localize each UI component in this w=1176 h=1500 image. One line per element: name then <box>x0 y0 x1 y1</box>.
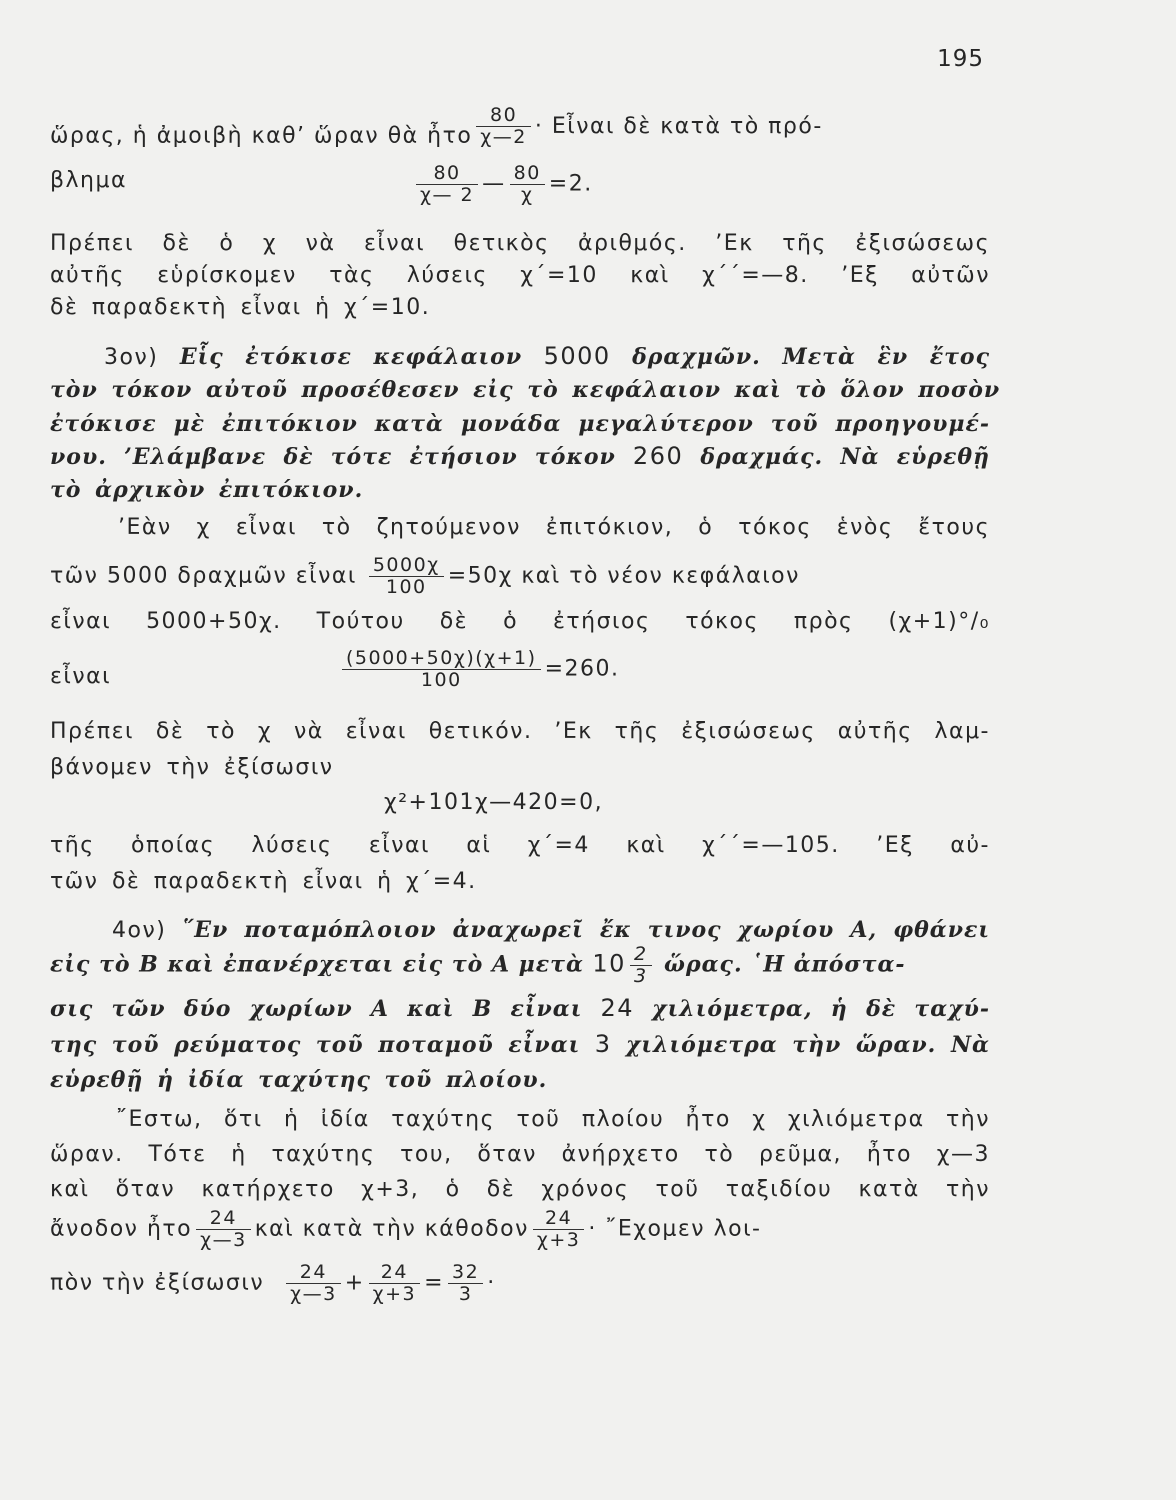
p5-text-4a: ἄνοδον ἦτο <box>50 1216 193 1242</box>
minus-sign: — <box>482 171 506 197</box>
p2-line-3: ἐτόκισε μὲ ἐπιτόκιον κατὰ μονάδα μεγαλύτερον τοῦ προηγουμέ- <box>50 411 990 437</box>
p3-line-1: ’Εὰν χ εἶναι τὸ ζητούμενον ἐπιτόκιον, ὁ τόκος ἑνὸς ἔτους <box>118 515 990 540</box>
numerator: 2 <box>630 944 652 966</box>
p5-text-4b: καὶ κατὰ τὴν κάθοδον <box>254 1216 529 1242</box>
problem-number-3: 3ον) <box>104 345 159 370</box>
page-number: 195 <box>937 46 984 72</box>
p3-equation-260 <box>338 648 619 691</box>
numerator: 80 <box>510 163 545 185</box>
p5-line-2: ὥραν. Τότε ἡ ταχύτης του, ὅταν ἀνήρχετο τὸ ρεῦμα, ἦτο χ—3 <box>50 1142 990 1167</box>
p4-bold-3a: σις τῶν δύο χωρίων Α καὶ Β εἶναι <box>50 996 583 1022</box>
p1-text-1b: · Εἶναι δὲ κατὰ τὸ πρό- <box>534 113 823 139</box>
fraction-24-over-x-plus-3 <box>533 1208 584 1251</box>
p4-distance-24: 24 <box>600 994 635 1022</box>
p2-amount-5000: 5000 <box>543 342 611 370</box>
denominator: χ+3 <box>536 1229 581 1251</box>
numerator: 24 <box>533 1208 584 1230</box>
fraction-24-over-x-minus-3 <box>196 1208 251 1251</box>
denominator: 3 <box>633 965 648 987</box>
denominator: χ+3 <box>372 1283 417 1305</box>
trailing-dot: · <box>487 1270 496 1296</box>
fraction-80-over-x <box>510 163 545 206</box>
p1-line-2 <box>50 168 127 193</box>
equals-2: =2. <box>548 171 593 197</box>
numerator: (5000+50χ)(χ+1) <box>342 648 541 670</box>
p1-text-2a: βλημα <box>50 168 128 193</box>
p1-line-1 <box>50 104 823 158</box>
denominator: χ—3 <box>200 1229 247 1251</box>
p5-text-5a: πὸν τὴν ἐξίσωσιν <box>50 1270 265 1296</box>
p5-line-1: ῎Εστω, ὅτι ἡ ἰδία ταχύτης τοῦ πλοίου ἦτο χ χιλιόμετρα τὴν <box>116 1107 990 1132</box>
denominator: χ—2 <box>480 126 527 148</box>
p3-quadratic-equation: χ²+101χ—420=0, <box>384 790 604 815</box>
fraction-24-over-x-plus-3-eq <box>369 1262 420 1305</box>
p5-text-4c: · ῎Εχομεν λοι- <box>588 1216 762 1242</box>
p3-line-5: Πρέπει δὲ τὸ χ νὰ εἶναι θετικόν. ’Εκ τῆς ἐξισώσεως αὐτῆς λαμ- <box>50 719 990 744</box>
fraction-24-over-x-minus-3-eq <box>286 1262 341 1305</box>
fraction-product-over-100 <box>342 648 541 691</box>
p2-line-4 <box>50 440 990 474</box>
p3-line-7: τῆς ὁποίας λύσεις εἶναι αἱ χ΄=4 καὶ χ΄΄=—105. ’Εξ αὐ- <box>50 833 990 858</box>
numerator: 80 <box>476 105 531 127</box>
fraction-2-over-3 <box>630 944 652 987</box>
equals-sign: = <box>424 1270 445 1296</box>
p2-bold-4c: δραχμάς. Νὰ εὑρεθῇ <box>700 444 991 470</box>
denominator: 100 <box>420 669 462 691</box>
p5-line-4 <box>50 1208 761 1251</box>
numerator: 32 <box>448 1262 483 1284</box>
numerator: 80 <box>416 163 478 185</box>
p4-bold-1: ῞Εν ποταμόπλοιον ἀναχωρεῖ ἔκ τινος χωρίου Α, φθάνει <box>182 917 990 943</box>
p2-amount-260: 260 <box>632 442 684 470</box>
p2-bold-4a: νου. ’Ελάμβανε δὲ τότε ἐτήσιον τόκον <box>50 444 616 470</box>
p3-line-8: τῶν δὲ παραδεκτὴ εἶναι ἡ χ΄=4. <box>50 869 477 894</box>
p5-line-3: καὶ ὅταν κατήρχετο χ+3, ὁ δὲ χρόνος τοῦ ταξιδίου κατὰ τὴν <box>50 1177 990 1202</box>
p4-current-3: 3 <box>594 1030 612 1058</box>
equals-260: =260. <box>544 656 620 682</box>
p4-bold-2c: ὥρας. ῾Η ἀπόστα- <box>664 951 906 978</box>
p1-line-5: δὲ παραδεκτὴ εἶναι ἡ χ΄=10. <box>50 295 431 320</box>
p2-line-1 <box>50 340 990 374</box>
denominator: 100 <box>385 576 427 598</box>
p4-line-5: εὑρεθῇ ἡ ἰδία ταχύτης τοῦ πλοίου. <box>50 1067 548 1093</box>
p2-bold-1: Εἷς ἐτόκισε κεφάλαιον <box>179 344 523 370</box>
denominator: χ— 2 <box>420 184 475 206</box>
p3-line-6: βάνομεν τὴν ἐξίσωσιν <box>50 755 334 780</box>
denominator: χ—3 <box>290 1283 337 1305</box>
plus-sign: + <box>344 1270 365 1296</box>
p4-bold-4a: της τοῦ ρεύματος τοῦ ποταμοῦ εἶναι <box>50 1032 581 1058</box>
numerator: 24 <box>369 1262 420 1284</box>
fraction-32-over-3 <box>448 1262 483 1305</box>
p1-line-4: αὐτῆς εὑρίσκομεν τὰς λύσεις χ΄=10 καὶ χ΄΄=—8. ’Εξ αὐτῶν <box>50 263 990 288</box>
p4-line-2 <box>50 944 990 987</box>
numerator: 5000χ <box>369 555 444 577</box>
p2-line-5: τὸ ἀρχικὸν ἐπιτόκιον. <box>50 477 364 503</box>
p5-line-5 <box>50 1262 496 1305</box>
p3-text-2a: τῶν 5000 δραχμῶν εἶναι <box>50 563 357 589</box>
p1-equation <box>412 163 593 206</box>
p3-line-3: εἶναι 5000+50χ. Τούτου δὲ ὁ ἐτήσιος τόκος πρὸς (χ+1)°/₀ <box>50 609 990 634</box>
denominator: 3 <box>458 1283 473 1305</box>
p4-bold-3c: χιλιόμετρα, ἡ δὲ ταχύ- <box>652 996 991 1022</box>
numerator: 24 <box>286 1262 341 1284</box>
p4-bold-4c: χιλιόμετρα τὴν ὥραν. Νὰ <box>625 1032 990 1058</box>
p3-text-2b: =50χ καὶ τὸ νέον κεφάλαιον <box>447 563 800 589</box>
p4-hours-10: 10 <box>592 949 626 978</box>
p2-bold-1c: δραχμῶν. Μετὰ ἓν ἔτος <box>632 344 991 370</box>
numerator: 24 <box>196 1208 251 1230</box>
p4-bold-2a: εἰς τὸ Β καὶ ἐπανέρχεται εἰς τὸ Α μετὰ <box>50 951 584 978</box>
fraction-80-over-x-minus-2 <box>476 105 531 148</box>
p2-line-2: τὸν τόκον αὐτοῦ προσέθεσεν εἰς τὸ κεφάλαιον καὶ τὸ ὅλον ποσὸν <box>50 377 1001 403</box>
p4-line-3 <box>50 992 990 1026</box>
p1-text-1a: ὥρας, ἡ ἀμοιβὴ καθ’ ὥραν θὰ ἦτο <box>50 123 473 149</box>
denominator: χ <box>520 184 534 206</box>
p3-line-4a: εἶναι <box>50 664 112 689</box>
p3-line-2 <box>50 555 800 598</box>
p1-line-3: Πρέπει δὲ ὁ χ νὰ εἶναι θετικὸς ἀριθμός. ’Εκ τῆς ἐξισώσεως <box>50 231 990 256</box>
fraction-5000x-over-100 <box>369 555 444 598</box>
fraction-80-over-x-2 <box>416 163 478 206</box>
p4-line-4 <box>50 1028 990 1062</box>
p4-line-1 <box>50 914 990 947</box>
problem-number-4: 4ον) <box>112 918 167 943</box>
